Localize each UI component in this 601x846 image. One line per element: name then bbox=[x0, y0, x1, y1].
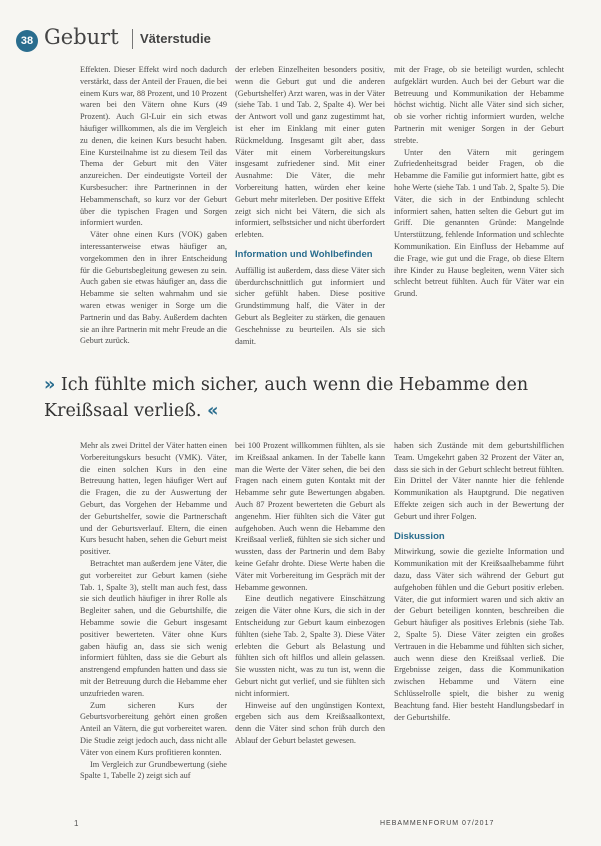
subheading: Information und Wohlbefinden bbox=[235, 248, 373, 260]
quote-close-mark: « bbox=[207, 401, 219, 421]
header-divider bbox=[132, 29, 133, 49]
subheading: Diskussion bbox=[394, 530, 445, 542]
paragraph: Eine deutlich negativere Einschätzung zeigen die Väter ohne Kurs, die sich in der Entscheidung zur Geburt kaum einbezogen fühlten (siehe Tab. 2, Spalte 3). Diese Väter erlebten die Geburt als Belastung und fühlten sich oft hilflos und allein gelassen. Sie wussten nicht, was zu tun ist, wenn die Geburt nicht gut verlief, und sie fühlten sich nicht informiert. bbox=[235, 594, 385, 698]
page-number-badge: 38 bbox=[16, 30, 38, 52]
footer-publication: HEBAMMENFORUM 07/2017 bbox=[380, 820, 495, 827]
bottom-column-2 bbox=[235, 440, 385, 812]
paragraph: der erleben Einzelheiten besonders positiv, wenn die Geburt gut und die anderen (Geburtshelfer) Arzt waren, was in der Väter (siehe Tab. 1 und Tab. 2, Spalte 4). Wer bei der Antwort voll und ganz zugestimmt hat, ist eher im Einklang mit einer guten Rückmeldung. Insgesamt gilt aber, dass Väter mit einem Vorbereitungskurs insgesamt zufriedener sind. Mit einer Ausnahme: Die Väter, die mehr Vorbereitung hatten, würden eher keine Geburt mehr miterleben. Der positive Effekt zeigt sich nicht bei Vätern, die sich als informiert, selbstsicher und nicht überfordert erlebten. bbox=[235, 65, 385, 240]
bottom-column-1 bbox=[80, 440, 227, 812]
pull-quote bbox=[44, 372, 564, 424]
paragraph: Mehr als zwei Drittel der Väter hatten einen Vorbereitungskurs besucht (VMK). Väter, die einen solchen Kurs in den eine Betreuung hatten, legen häufiger Wert auf die Fragen, die zu der Auswertung der Geburt, das Vorgehen der Hebamme und der Geburtshelfer, sowie die Partnerschaft und der Geburtsverlauf. Eltern, die einen Kurs besucht haben, sehen die Geburt meist positiver. bbox=[80, 441, 227, 557]
pull-quote-text: Ich fühlte mich sicher, auch wenn die Hebamme den Kreißsaal verließ. bbox=[44, 375, 529, 421]
paragraph: mit der Frage, ob sie beteiligt wurden, schlecht aufgeklärt wurden. Auch bei der Geburt war die Betreuung und Kommunikation der Hebamme höchst wichtig. Nicht alle Väter sind sich sicher, ob sie vorher richtig informiert wurden, welche Partnerin mit weniger Sorgen in der Geburt strebte. bbox=[394, 65, 564, 145]
quote-open-mark: » bbox=[44, 375, 56, 395]
paragraph: Hinweise auf den ungünstigen Kontext, ergeben sich aus dem Kreißsaalkontext, denn die Väter sind schon früh durch den Ablauf der Geburt belastet gewesen. bbox=[235, 700, 385, 745]
paragraph: bei 100 Prozent willkommen fühlten, als sie im Kreißsaal ankamen. In der Tabelle kann man die Werte der Väter sehen, die bei den Fragen nach einem guten Kontakt mit der Hebamme sehr gute Bewertungen abgaben. Auch 87 Prozent bewerteten die Geburt als angenehm. Hier fühlten sich die Väter gut aufgehoben. Auch wenn die Hebamme den Kreißsaal verließ, fühlten sie sich sicher und wussten, dass der Partnerin und dem Baby keine Gefahr drohte. Diese Werte haben die Väter mit Vorbereitung im Gespräch mit der Hebamme gewonnen. bbox=[235, 441, 385, 592]
paragraph: haben sich Zustände mit dem geburtshilflichen Team. Umgekehrt gaben 32 Prozent der Väter an, dass sie sich in der Geburt schlecht betreut fühlten. Ein Drittel der Väter nannte hier die fehlende Kommunikation als Hauptgrund. Die negativen Effekte zeigen sich auch in der Bewertung der Geburt und ihrer Folgen. bbox=[394, 441, 564, 521]
section-subtitle: Väterstudie bbox=[140, 31, 211, 46]
section-title: Geburt bbox=[44, 25, 119, 49]
paragraph: Betrachtet man außerdem jene Väter, die gut vorbereitet zur Geburt kamen (siehe Tab. 1, Spalte 3), stellt man auch fest, dass sie sich deutlich häufiger in ihrer Rolle als Begleiter sahen, und die Geburtshilfe, die Hebamme sowie die Geburt insgesamt positiver bewerteten. Väter ohne Kurs gaben häufig an, dass sie sich wenig informiert fühlten, dass sie die Geburt als anstrengend empfunden hatten und dass sie mit der Betreuung durch die Hebamme eher unzufrieden waren. bbox=[80, 558, 227, 698]
top-column-1 bbox=[80, 64, 227, 350]
paragraph: Auffällig ist außerdem, dass diese Väter sich überdurchschnittlich gut informiert und sicher gefühlt haben. Diese positive Grundstimmung half, die Väter in der Geburt als Begleiter zu stärken, die genauen Geschehnisse zu beurteilen. Als sie sich damit. bbox=[235, 265, 385, 346]
paragraph: Im Vergleich zur Grundbewertung (siehe Spalte 1, Tabelle 2) zeigt sich auf bbox=[80, 759, 227, 781]
paragraph: Zum sicheren Kurs der Geburtsvorbereitung gehört einen großen Anteil an Vätern, die gut vorbereitet waren. Die Studie zeigt jedoch auch, dass nicht alle Väter von einem Kurs profitieren konnten. bbox=[80, 700, 227, 757]
paragraph: Mitwirkung, sowie die gezielte Information und Kommunikation mit der Kreißsaalhebamme führt dazu, dass Väter sich während der Geburt gut aufgehoben fühlen und die Geburt positiv erleben. Väter, die gut informiert waren und sich aktiv an der Geburt beteiligen konnten, beschreiben die Geburt häufiger als positives Erlebnis (siehe Tab. 2, Spalte 5). Diese Väter zeigten ein großes Vertrauen in die Hebamme und fühlten sich sicher, auch wenn diese den Kreißsaal verließ. Die Ergebnisse zeigen, dass die Kommunikation zwischen Hebamme und Vätern eine Schlüsselrolle spielt, die bisher zu wenig Beachtung fand. Hier besteht Handlungsbedarf in der Geburtshilfe. bbox=[394, 547, 564, 722]
top-column-3 bbox=[394, 64, 564, 350]
footer-note: 1 bbox=[74, 819, 79, 828]
paragraph: Effekten. Dieser Effekt wird noch dadurch verstärkt, dass der Anteil der Frauen, die bei einem Kurs war, 88 Prozent, und 10 Prozent waren bei den Vätern ohne Kurs (49 Prozent). Auch Gl-Luir ein sich etwas häufiger willkommen, als die im Vergleich zu denen, die keinen Kurs besucht haben. Eine Kursteilnahme ist zu diesem Teil das Thema der Geburt mit den Väter anzureichen. Der eindeutigste Vorteil der Kursbesucher: ihre Partnerinnen in der Hebammenschaft, so kurz vor der Geburt über die typischen Fragen und Sorgen informiert wurden. bbox=[80, 65, 227, 228]
paragraph: Unter den Vätern mit geringem Zufriedenheitsgrad beider Fragen, ob die Hebamme die Familie gut informiert hatte, gibt es hohe Werte (siehe Tab. 1 und Tab. 2, Spalte 5). Die Väter, die sich in der Entbindung schlecht informiert sahen, hatten selten die Geburt gut im Griff. Die genannten Gründe: Mangelnde Unterstützung, fehlende Information und schlechte Kommunikation. Ein Einfluss der Hebamme auf die Frage, wie gut und die Frage, ob diese Eltern ihre Kinder zu Hause begleiten, wenn Väter sich schlecht betreut fühlten. Auch für Väter war ein Grund. bbox=[394, 147, 564, 299]
bottom-column-3 bbox=[394, 440, 564, 812]
top-column-2 bbox=[235, 64, 385, 350]
paragraph: Väter ohne einen Kurs (VOK) gaben interessanterweise etwas häufiger an, vorgekommen den in ihrer Entscheidung für die Geburtsbegleitung gewesen zu sein. Auch gaben sie etwas häufiger an, dass die Hebamme sie selten wahrnahm und sie waren etwas weniger in Sorge um die Partnerin und das Baby. Außerdem dachten sie an ihre Partnerin mit mehr Freude an die Geburt zurück. bbox=[80, 230, 227, 346]
